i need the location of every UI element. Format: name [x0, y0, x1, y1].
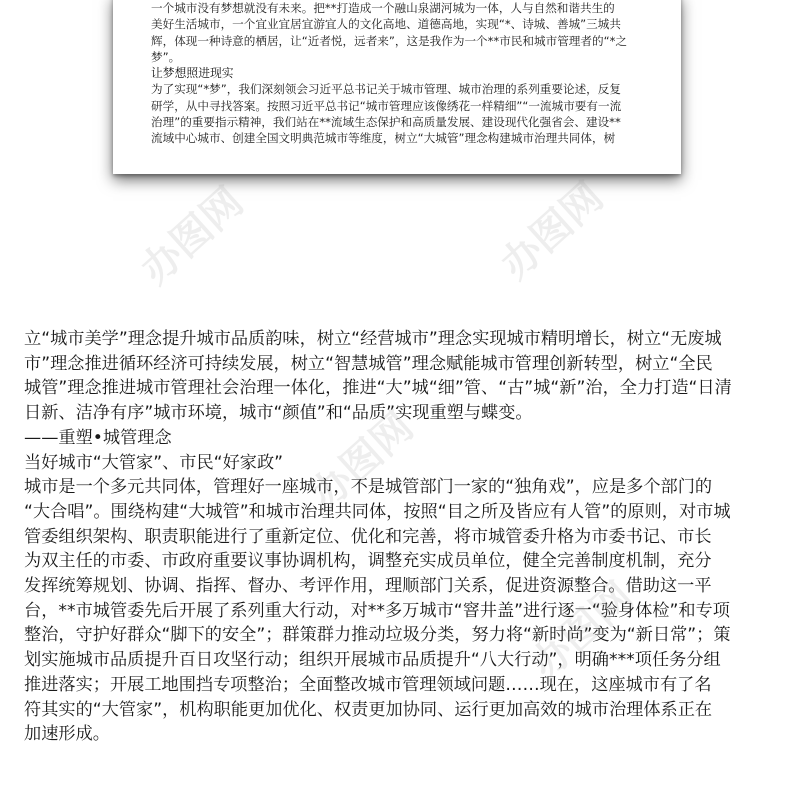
text-line: 城市是一个多元共同体，管理好一座城市，不是城管部门一家的“独角戏”，应是多个部门的: [24, 477, 713, 498]
watermark: 办图网: [132, 178, 253, 294]
text-line: 发挥统筹规划、协调、指挥、督办、考评作用，理顺部门关系，促进资源整合。借助这一平: [24, 576, 712, 597]
text-line: 市”理念推进循环经济可持续发展，树立“智慧城管”理念赋能城市管理创新转型，树立“全民: [24, 353, 713, 374]
text-line: 台，**市城管委先后开展了系列重大行动，对**多万城市“窨井盖”进行逐一“验身体检”和专项: [24, 600, 730, 621]
text-line: 划实施城市品质提升百日攻坚行动；组织开展城市品质提升“八大行动”，明确***项任务分组: [24, 650, 721, 671]
text-line: 推进落实；开展工地围挡专项整治；全面整改城市管理领域问题……现在，这座城市有了名: [24, 674, 712, 695]
text-line: 立“城市美学”理念提升城市品质韵味，树立“经营城市”理念实现城市精明增长，树立“无废城: [24, 329, 722, 349]
watermark: 办图网: [492, 173, 613, 289]
text-line: 为了实现“*梦”，我们深刻领会习近平总书记关于城市管理、城市治理的系列重要论述，反复: [151, 82, 621, 97]
paragraph: [24, 327, 784, 426]
text-line: 一个城市没有梦想就没有未来。把**打造成一个融山泉湖河城为一体，人与自然和谐共生的: [151, 1, 615, 15]
subtitle: 当好城市“大管家”、市民“好家政”: [24, 452, 284, 473]
card-paragraph-1: [113, 0, 681, 65]
previous-page-card: [113, 0, 681, 174]
text-line: 辉，体现一种诗意的栖居，让“近者悦，远者来”，这是我作为一个**市民和城市管理者的“*之: [151, 33, 627, 48]
text-line: 研学，从中寻找答案。按照习近平总书记“城市管理应该像绣花一样精细”“一流城市要有一流: [151, 98, 622, 113]
card-heading: 让梦想照进现实: [151, 66, 234, 81]
section-title: ——重塑•城管理念: [24, 427, 172, 448]
text-line: 符其实的“大管家”，机构职能更加优化、权责更加协同、运行更加高效的城市治理体系正在: [24, 699, 713, 720]
text-line: 整治，守护好群众“脚下的安全”；群策群力推动垃圾分类，努力将“新时尚”变为“新日常”；策: [24, 625, 731, 646]
text-line: 流域中心城市、创建全国文明典范城市等维度，树立“大城管”理念构建城市治理共同体，树: [151, 131, 616, 146]
card-paragraph-2: [113, 81, 681, 146]
preview-area: [0, 0, 800, 300]
text-line: 城管”理念推进城市管理社会治理一体化，推进“大”城“细”管、“古”城“新”治，全力打造“日清: [24, 378, 732, 399]
text-line: 为双主任的市委、市政府重要议事协调机构，调整充实成员单位，健全完善制度机制，充分: [24, 551, 712, 572]
text-line: 加速形成。: [24, 724, 110, 745]
text-line: 管委组织架构、职责职能进行了重新定位、优化和完善，将市城管委升格为市委书记、市长: [24, 526, 712, 547]
watermark: 办图网: [302, 403, 423, 519]
text-line: 治理”的重要指示精神，我们站在**流域生态保护和高质量发展、建设现代化强省会、建设**: [151, 115, 621, 130]
text-line: “大合唱”。围绕构建“大城管”和城市治理共同体，按照“目之所及皆应有人管”的原则，对市城: [24, 501, 731, 522]
text-line: 日新、洁净有序”城市环境，城市“颜值”和“品质”实现重塑与蝶变。: [24, 403, 533, 424]
article-body: [24, 327, 784, 747]
text-line: 梦”。: [151, 49, 181, 64]
paragraph: [24, 475, 784, 747]
text-line: 美好生活城市，一个宜业宜居宜游宜人的文化高地、道德高地，实现“*、诗城、善城”三城共: [151, 17, 621, 32]
watermark: 办图网: [522, 573, 643, 689]
